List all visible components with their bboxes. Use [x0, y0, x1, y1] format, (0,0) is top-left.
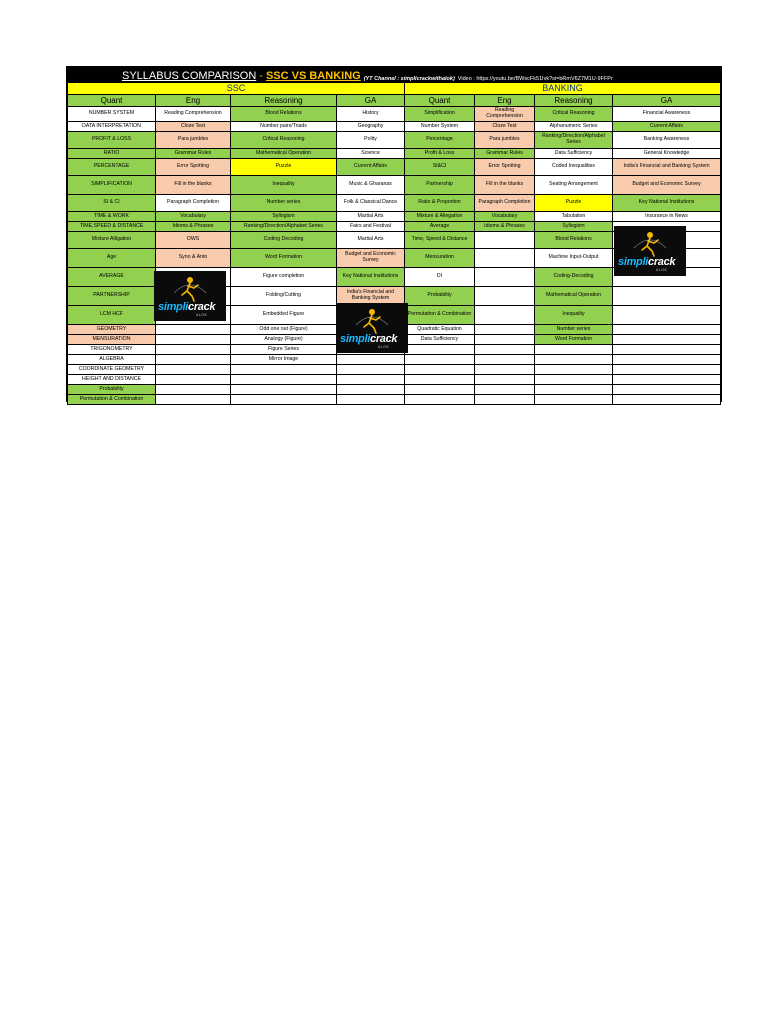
cell-banking-eng: Error Spotting — [475, 159, 535, 176]
cell-ssc-quant: ALGEBRA — [68, 355, 156, 365]
cell-ssc-eng: Idioms & Phrases — [156, 222, 231, 232]
cell-banking-quant: Quadratic Equation — [405, 325, 475, 335]
cell-ssc-quant: SI & CI — [68, 195, 156, 212]
cell-ssc-eng: Grammar Rules — [156, 149, 231, 159]
cell-ssc-quant: SIMPLIFICATION — [68, 176, 156, 195]
cell-ssc-ga: Current Affairs — [337, 159, 405, 176]
cell-ssc-eng — [156, 355, 231, 365]
cell-ssc-reasoning: Embedded Figure — [231, 306, 337, 325]
cell-ssc-reasoning — [231, 365, 337, 375]
cell-banking-ga — [613, 335, 721, 345]
cell-banking-eng: Cloze Test — [475, 122, 535, 132]
cell-ssc-reasoning: Odd one out (Figure) — [231, 325, 337, 335]
cell-ssc-ga — [337, 375, 405, 385]
cell-banking-quant: Data Sufficiency — [405, 335, 475, 345]
title-main: SYLLABUS COMPARISON — [122, 70, 257, 82]
cell-banking-eng — [475, 325, 535, 335]
cell-ssc-ga: Fairs and Festival — [337, 222, 405, 232]
cell-banking-eng: Grammar Rules — [475, 149, 535, 159]
cell-banking-reasoning: Coding-Decoding — [535, 268, 613, 287]
cell-banking-reasoning: Puzzle — [535, 195, 613, 212]
cell-banking-eng: Para jumbles — [475, 132, 535, 149]
cell-ssc-ga — [337, 365, 405, 375]
table-row — [68, 159, 721, 176]
simplicrack-logo — [614, 226, 686, 276]
cell-ssc-quant: LCM HCF — [68, 306, 156, 325]
cell-ssc-reasoning: Number series — [231, 195, 337, 212]
cell-ssc-quant: NUMBER SYSTEM — [68, 107, 156, 122]
cell-ssc-reasoning — [231, 375, 337, 385]
header-banking-quant: Quant — [405, 95, 475, 107]
table-row — [68, 107, 721, 122]
cell-ssc-eng — [156, 325, 231, 335]
cell-ssc-reasoning: Number pairs/Triads — [231, 122, 337, 132]
cell-banking-ga — [613, 345, 721, 355]
cell-ssc-ga: Martial Arts — [337, 212, 405, 222]
cell-banking-eng — [475, 385, 535, 395]
cell-banking-eng: Vocabulary — [475, 212, 535, 222]
title-dash: - — [259, 70, 263, 82]
cell-ssc-reasoning: Puzzle — [231, 159, 337, 176]
cell-banking-reasoning — [535, 375, 613, 385]
cell-ssc-quant: AVERAGE — [68, 268, 156, 287]
cell-ssc-eng: Vocabulary — [156, 212, 231, 222]
cell-banking-reasoning: Coded Inequalities — [535, 159, 613, 176]
table-row — [68, 385, 721, 395]
cell-ssc-ga: Martial Arts — [337, 232, 405, 249]
cell-ssc-reasoning: Folding/Cutting — [231, 287, 337, 306]
cell-ssc-reasoning: Coding Decoding — [231, 232, 337, 249]
cell-ssc-quant: PROFIT & LOSS — [68, 132, 156, 149]
cell-banking-reasoning: Critical Reasoning — [535, 107, 613, 122]
cell-banking-ga: Budget and Economic Survey — [613, 176, 721, 195]
cell-banking-reasoning: Seating Arrangement — [535, 176, 613, 195]
cell-banking-ga — [613, 325, 721, 335]
cell-banking-quant — [405, 385, 475, 395]
cell-ssc-ga: Polity — [337, 132, 405, 149]
cell-banking-eng: Fill in the blanks — [475, 176, 535, 195]
cell-ssc-reasoning: Figure completion — [231, 268, 337, 287]
cell-ssc-eng: Syno & Anto — [156, 249, 231, 268]
cell-banking-reasoning — [535, 345, 613, 355]
table-row — [68, 365, 721, 375]
cell-banking-quant: Mensuration — [405, 249, 475, 268]
cell-banking-eng — [475, 365, 535, 375]
logo-subtext: ALOK — [196, 313, 208, 317]
cell-banking-ga: Banking Awareness — [613, 132, 721, 149]
cell-banking-quant — [405, 375, 475, 385]
cell-banking-eng: Idioms & Phrases — [475, 222, 535, 232]
cell-ssc-eng — [156, 345, 231, 355]
cell-banking-reasoning: Syllogism — [535, 222, 613, 232]
cell-banking-ga — [613, 375, 721, 385]
cell-banking-reasoning: Machine Input-Output — [535, 249, 613, 268]
cell-ssc-reasoning: Figure Series — [231, 345, 337, 355]
logo-subtext: ALOK — [656, 268, 668, 272]
cell-ssc-eng — [156, 375, 231, 385]
cell-banking-ga: Financial Awareness — [613, 107, 721, 122]
running-figure-icon — [154, 271, 226, 321]
running-figure-icon — [614, 226, 686, 276]
cell-banking-reasoning: Ranking/Direction/Alphabet Series — [535, 132, 613, 149]
cell-banking-quant: Probability — [405, 287, 475, 306]
logo-wordmark: simplicrack — [340, 333, 398, 345]
cell-banking-quant: SI&CI — [405, 159, 475, 176]
cell-ssc-ga — [337, 385, 405, 395]
cell-ssc-quant: GEOMETRY — [68, 325, 156, 335]
cell-ssc-quant: Probability — [68, 385, 156, 395]
cell-banking-eng: Paragraph Completion — [475, 195, 535, 212]
cell-ssc-quant: PARTNERSHIP — [68, 287, 156, 306]
logo-wordmark: simplicrack — [618, 256, 676, 268]
cell-banking-ga: Insurance in News — [613, 212, 721, 222]
cell-banking-ga — [613, 287, 721, 306]
cell-ssc-ga: Science — [337, 149, 405, 159]
cell-ssc-eng: OWS — [156, 232, 231, 249]
cell-banking-ga — [613, 365, 721, 375]
cell-ssc-quant: MENSURATION — [68, 335, 156, 345]
cell-ssc-reasoning — [231, 385, 337, 395]
cell-ssc-eng — [156, 385, 231, 395]
cell-banking-reasoning — [535, 355, 613, 365]
cell-ssc-reasoning: Syllogism — [231, 212, 337, 222]
cell-banking-quant: Permutation & Combination — [405, 306, 475, 325]
table-row — [68, 132, 721, 149]
header-ssc-ga: GA — [337, 95, 405, 107]
cell-ssc-reasoning: Analogy (Figure) — [231, 335, 337, 345]
title-channel: (YT Channel : simplicrackwithalok) — [363, 76, 455, 82]
header-row — [68, 95, 721, 107]
cell-ssc-quant: HEIGHT AND DISTANCE — [68, 375, 156, 385]
simplicrack-logo — [154, 271, 226, 321]
cell-banking-ga: India's Financial and Banking System — [613, 159, 721, 176]
cell-banking-eng: Reading Comprehension — [475, 107, 535, 122]
cell-ssc-quant: TRIGONOMETRY — [68, 345, 156, 355]
cell-ssc-reasoning: Critical Reasoning — [231, 132, 337, 149]
cell-banking-quant: Mixture & Allegation — [405, 212, 475, 222]
cell-ssc-quant: Permutation & Combination — [68, 395, 156, 405]
cell-banking-eng — [475, 287, 535, 306]
cell-banking-reasoning: Alphanumeric Series — [535, 122, 613, 132]
logo-subtext: ALOK — [378, 345, 390, 349]
cell-ssc-eng — [156, 395, 231, 405]
cell-banking-quant: Percentage — [405, 132, 475, 149]
cell-ssc-ga: Folk & Classical Dance — [337, 195, 405, 212]
cell-ssc-quant: TIME,SPEED & DISTANCE — [68, 222, 156, 232]
title-vs: SSC VS BANKING — [265, 70, 361, 82]
cell-banking-reasoning: Data Sufficiency — [535, 149, 613, 159]
running-figure-icon — [336, 303, 408, 353]
cell-banking-eng — [475, 232, 535, 249]
cell-banking-eng — [475, 375, 535, 385]
table-row — [68, 176, 721, 195]
section-ssc: SSC — [68, 83, 405, 95]
cell-banking-ga: Current Affairs — [613, 122, 721, 132]
cell-banking-reasoning: Tabulation — [535, 212, 613, 222]
cell-ssc-ga: History — [337, 107, 405, 122]
cell-ssc-quant: Age — [68, 249, 156, 268]
cell-banking-quant: Average — [405, 222, 475, 232]
section-banking: BANKING — [405, 83, 721, 95]
cell-banking-reasoning: Mathematical Operation — [535, 287, 613, 306]
cell-banking-quant: DI — [405, 268, 475, 287]
cell-banking-reasoning: Number series — [535, 325, 613, 335]
cell-ssc-reasoning: Inequality — [231, 176, 337, 195]
cell-ssc-quant: RATIO — [68, 149, 156, 159]
table-row — [68, 149, 721, 159]
cell-ssc-ga: Geography — [337, 122, 405, 132]
cell-ssc-quant: Mixture Alligation — [68, 232, 156, 249]
cell-banking-quant: Number System — [405, 122, 475, 132]
cell-ssc-ga: India's Financial and Banking System — [337, 287, 405, 306]
cell-banking-reasoning — [535, 385, 613, 395]
cell-ssc-eng: Fill in the blanks — [156, 176, 231, 195]
cell-banking-reasoning — [535, 365, 613, 375]
cell-ssc-ga: Budget and Economic Survey — [337, 249, 405, 268]
cell-banking-quant — [405, 395, 475, 405]
cell-ssc-reasoning: Ranking/Direction/Alphabet Series — [231, 222, 337, 232]
cell-ssc-reasoning: Word Formation — [231, 249, 337, 268]
cell-banking-eng — [475, 335, 535, 345]
cell-banking-ga — [613, 306, 721, 325]
cell-ssc-ga — [337, 395, 405, 405]
table-row — [68, 122, 721, 132]
cell-banking-quant — [405, 345, 475, 355]
cell-ssc-eng — [156, 335, 231, 345]
cell-ssc-eng: Error Spotting — [156, 159, 231, 176]
cell-banking-quant: Simplification — [405, 107, 475, 122]
header-ssc-eng: Eng — [156, 95, 231, 107]
table-row — [68, 195, 721, 212]
cell-banking-eng — [475, 306, 535, 325]
cell-ssc-reasoning: Blood Relations — [231, 107, 337, 122]
title-video-link[interactable]: Video : https://youtu.be/BWscFk51Ivk?si=bRmV6Z7M1U-9FFPr — [457, 76, 613, 82]
cell-banking-reasoning — [535, 395, 613, 405]
cell-banking-ga — [613, 395, 721, 405]
cell-ssc-ga — [337, 355, 405, 365]
cell-banking-ga — [613, 385, 721, 395]
cell-banking-eng — [475, 268, 535, 287]
cell-ssc-eng: Paragraph Completion — [156, 195, 231, 212]
table-row — [68, 355, 721, 365]
cell-ssc-eng — [156, 365, 231, 375]
title-bar — [66, 66, 722, 82]
cell-ssc-quant: COORDINATE GEOMETRY — [68, 365, 156, 375]
cell-banking-eng — [475, 345, 535, 355]
cell-banking-ga — [613, 355, 721, 365]
cell-banking-ga: Key National Institutions — [613, 195, 721, 212]
table-row — [68, 212, 721, 222]
cell-ssc-reasoning: Mirror Image — [231, 355, 337, 365]
cell-banking-quant: Time, Speed & Distance — [405, 232, 475, 249]
header-banking-eng: Eng — [475, 95, 535, 107]
header-banking-reasoning: Reasoning — [535, 95, 613, 107]
logo-wordmark: simplicrack — [158, 301, 216, 313]
cell-banking-reasoning: Word Formation — [535, 335, 613, 345]
cell-ssc-eng: Reading Comprehension — [156, 107, 231, 122]
cell-ssc-eng: Para jumbles — [156, 132, 231, 149]
cell-banking-quant — [405, 355, 475, 365]
cell-banking-reasoning: Inequality — [535, 306, 613, 325]
cell-ssc-reasoning — [231, 395, 337, 405]
header-ssc-reasoning: Reasoning — [231, 95, 337, 107]
cell-ssc-quant: PERCENTAGE — [68, 159, 156, 176]
header-ssc-quant: Quant — [68, 95, 156, 107]
cell-banking-ga: General Knowledge — [613, 149, 721, 159]
cell-banking-reasoning: Blood Relations — [535, 232, 613, 249]
cell-ssc-eng: Cloze Test — [156, 122, 231, 132]
cell-banking-quant: Ratio & Proportion — [405, 195, 475, 212]
cell-banking-eng — [475, 355, 535, 365]
cell-ssc-quant: DATA INTERPRETATION — [68, 122, 156, 132]
table-row — [68, 375, 721, 385]
cell-ssc-reasoning: Mathematical Operation — [231, 149, 337, 159]
cell-banking-quant — [405, 365, 475, 375]
cell-ssc-ga: Key National Institutions — [337, 268, 405, 287]
cell-banking-eng — [475, 249, 535, 268]
cell-banking-quant: Partnership — [405, 176, 475, 195]
cell-ssc-quant: TIME & WORK — [68, 212, 156, 222]
cell-banking-quant: Profit & Loss — [405, 149, 475, 159]
section-row — [68, 83, 721, 95]
header-banking-ga: GA — [613, 95, 721, 107]
simplicrack-logo — [336, 303, 408, 353]
cell-ssc-ga: Music & Gharanas — [337, 176, 405, 195]
table-row — [68, 395, 721, 405]
cell-banking-eng — [475, 395, 535, 405]
